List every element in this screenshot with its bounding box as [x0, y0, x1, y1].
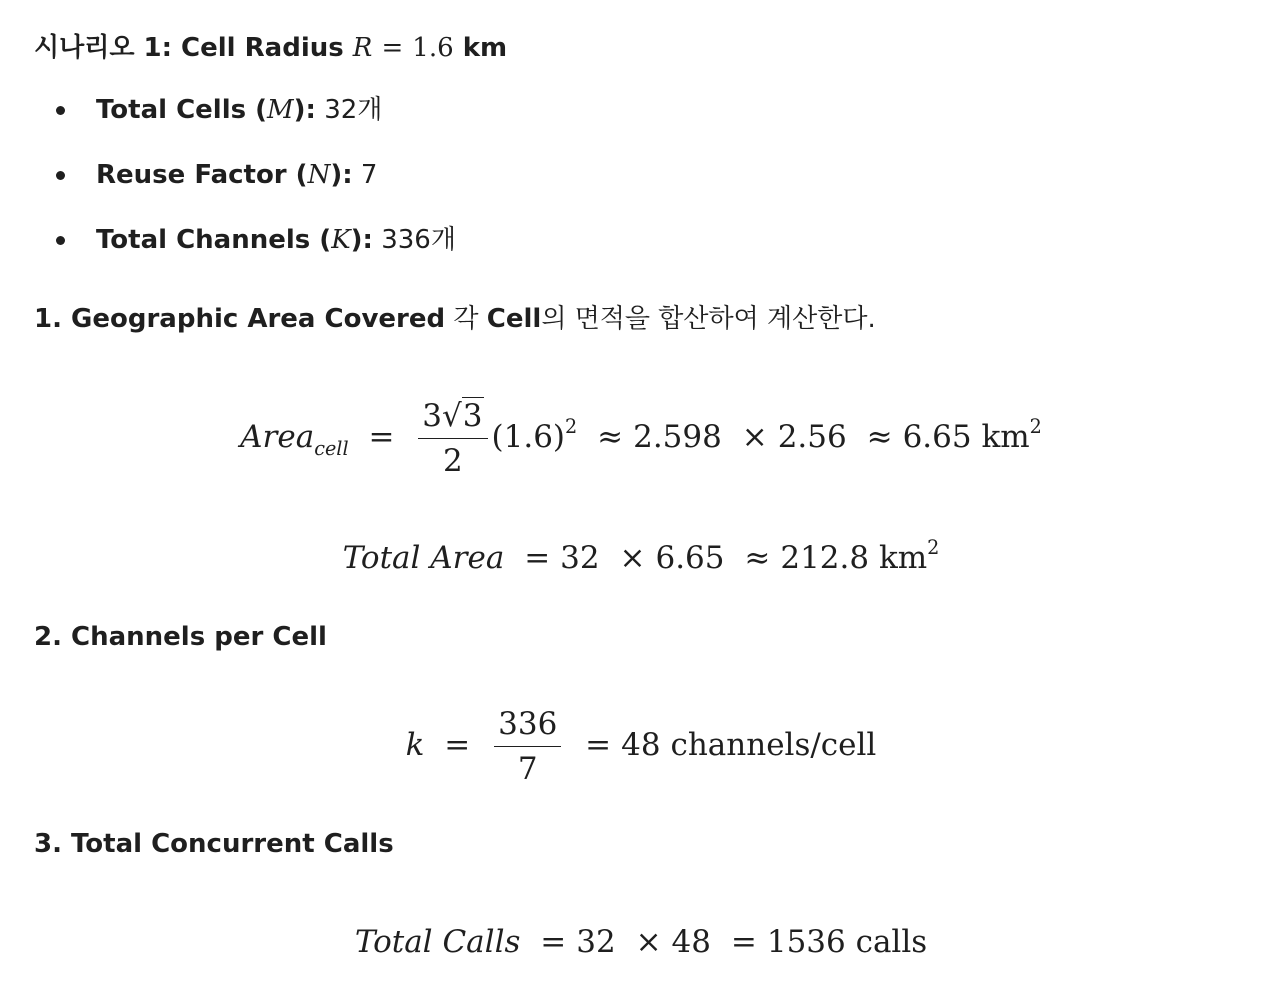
scenario-heading [34, 31, 507, 65]
total-area-approx: ≈ [744, 540, 771, 576]
area-fraction-denominator: 2 [443, 443, 463, 479]
channels-lhs: k [405, 727, 425, 763]
bullet-icon [56, 106, 65, 115]
area-paren-pow: 2 [565, 415, 578, 438]
parameter-list [34, 88, 456, 283]
param-label: Reuse Factor (N): [96, 160, 353, 190]
total-area-times: × [619, 540, 646, 576]
channels-eq-1: = [444, 727, 471, 763]
section-1-heading [34, 302, 876, 336]
channels-result: 48 channels/cell [621, 727, 877, 763]
scenario-value: 1.6 [412, 33, 454, 63]
area-eq: = [368, 419, 395, 455]
calls-a: 32 [576, 924, 616, 960]
area-fraction-numerator: 3√3 [418, 398, 487, 439]
scenario-var: R [352, 33, 373, 63]
channels-denominator: 7 [517, 751, 538, 787]
total-area-b: 6.65 [655, 540, 725, 576]
param-value: 32개 [324, 95, 383, 125]
area-fraction [418, 398, 487, 479]
channels-numerator: 336 [494, 706, 561, 747]
list-item [34, 218, 456, 283]
channels-fraction [494, 706, 561, 787]
total-area-result: 212.8 km [780, 540, 928, 576]
equation-total-calls [34, 924, 1248, 960]
calls-lhs: Total Calls [354, 924, 521, 960]
param-value: 7 [360, 160, 378, 190]
calls-b: 48 [671, 924, 711, 960]
total-area-a: 32 [560, 540, 600, 576]
calls-result: 1536 calls [766, 924, 928, 960]
section-2-title: 2. Channels per Cell [34, 622, 327, 652]
total-area-lhs: Total Area [342, 540, 505, 576]
param-label: Total Channels (K): [96, 225, 373, 255]
section-1-desc-a: 각 [445, 304, 487, 334]
area-mult-b: 2.56 [777, 419, 847, 455]
section-1-desc-c: 의 면적을 합산하여 계산한다. [541, 304, 876, 334]
area-result: 6.65 km [902, 419, 1030, 455]
area-lhs: Area [240, 419, 315, 455]
calls-times: × [635, 924, 662, 960]
bullet-icon [56, 171, 65, 180]
area-result-pow: 2 [1029, 415, 1042, 438]
param-label: Total Cells (M): [96, 95, 316, 125]
list-item [34, 153, 456, 218]
area-mult-a: 2.598 [633, 419, 722, 455]
calls-eq-1: = [540, 924, 567, 960]
total-area-eq: = [524, 540, 551, 576]
area-paren: (1.6) [491, 419, 566, 455]
area-approx-2: ≈ [866, 419, 893, 455]
list-item [34, 88, 456, 153]
scenario-unit: km [462, 33, 508, 63]
section-3-title: 3. Total Concurrent Calls [34, 829, 394, 859]
section-1-title: 1. Geographic Area Covered [34, 304, 446, 334]
channels-eq-2: = [585, 727, 612, 763]
section-3-heading [34, 827, 394, 861]
area-approx-1: ≈ [597, 419, 624, 455]
equation-area-cell [34, 398, 1248, 479]
total-area-result-pow: 2 [927, 536, 940, 559]
equation-total-area [34, 536, 1248, 576]
area-times: × [741, 419, 768, 455]
calls-eq-2: = [730, 924, 757, 960]
param-value: 336개 [381, 225, 456, 255]
scenario-prefix: 시나리오 1: Cell Radius [34, 33, 344, 63]
equation-channels [34, 706, 1248, 787]
section-2-heading [34, 620, 327, 654]
scenario-eq: = [381, 33, 404, 63]
bullet-icon [56, 236, 65, 245]
section-1-desc-b: Cell [486, 304, 542, 334]
sqrt-icon: √3 [442, 398, 483, 434]
area-lhs-sub: cell [314, 437, 349, 460]
